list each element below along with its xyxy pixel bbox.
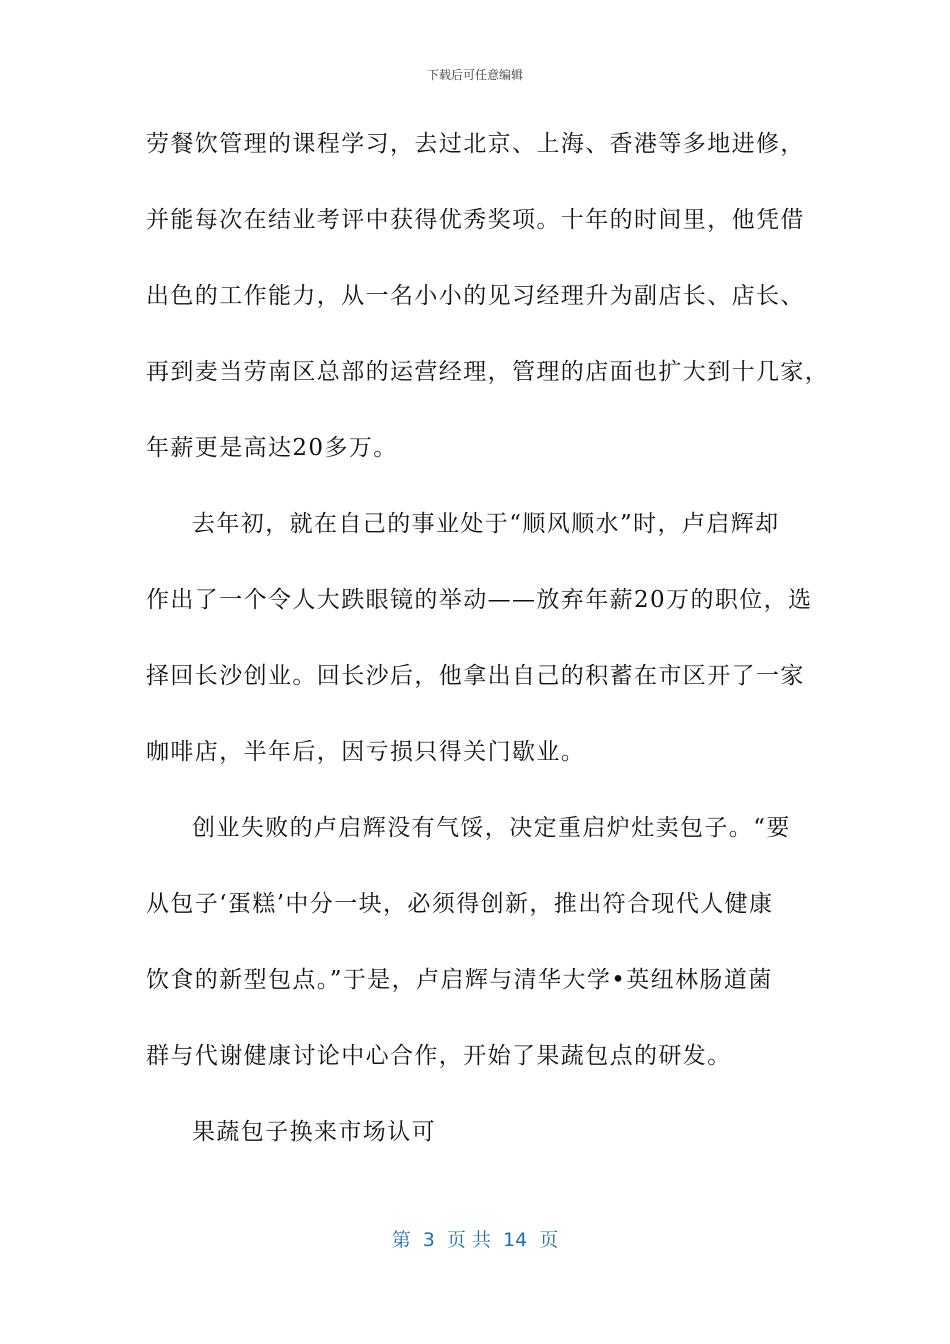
text-line: 劳餐饮管理的课程学习，去过北京、上海、香港等多地进修， bbox=[146, 131, 805, 157]
text-line: 从包子‘蛋糕’中分一块，必须得创新，推出符合现代人健康 bbox=[146, 891, 774, 917]
text-line: 创业失败的卢启辉没有气馁，决定重启炉灶卖包子。“要 bbox=[192, 815, 791, 841]
text-line: 出色的工作能力，从一名小小的见习经理升为副店长、店长、 bbox=[146, 283, 805, 309]
page-header: 下载后可任意编辑 bbox=[426, 68, 523, 82]
text-line: 群与代谢健康讨论中心合作，开始了果蔬包点的研发。 bbox=[146, 1043, 732, 1069]
text-line: 并能每次在结业考评中获得优秀奖项。十年的时间里，他凭借 bbox=[146, 207, 805, 233]
text-line: 去年初，就在自己的事业处于“顺风顺水”时，卢启辉却 bbox=[192, 511, 780, 537]
page-number: 第 3 页 共 14 页 bbox=[391, 1229, 559, 1251]
text-line: 作出了一个令人大跌眼镜的举动——放弃年薪20万的职位，选 bbox=[146, 587, 813, 613]
document-body bbox=[146, 118, 830, 1182]
text-line: 咖啡店，半年后，因亏损只得关门歇业。 bbox=[146, 739, 586, 765]
section-heading: 果蔬包子换来市场认可 bbox=[192, 1119, 436, 1145]
text-line: 年薪更是高达20多万。 bbox=[146, 435, 398, 461]
text-line: 饮食的新型包点。”于是，卢启辉与清华大学•英纽林肠道菌 bbox=[146, 967, 773, 993]
text-line: 再到麦当劳南区总部的运营经理，管理的店面也扩大到十几家， bbox=[146, 359, 830, 385]
text-line: 择回长沙创业。回长沙后，他拿出自己的积蓄在市区开了一家 bbox=[146, 663, 805, 689]
